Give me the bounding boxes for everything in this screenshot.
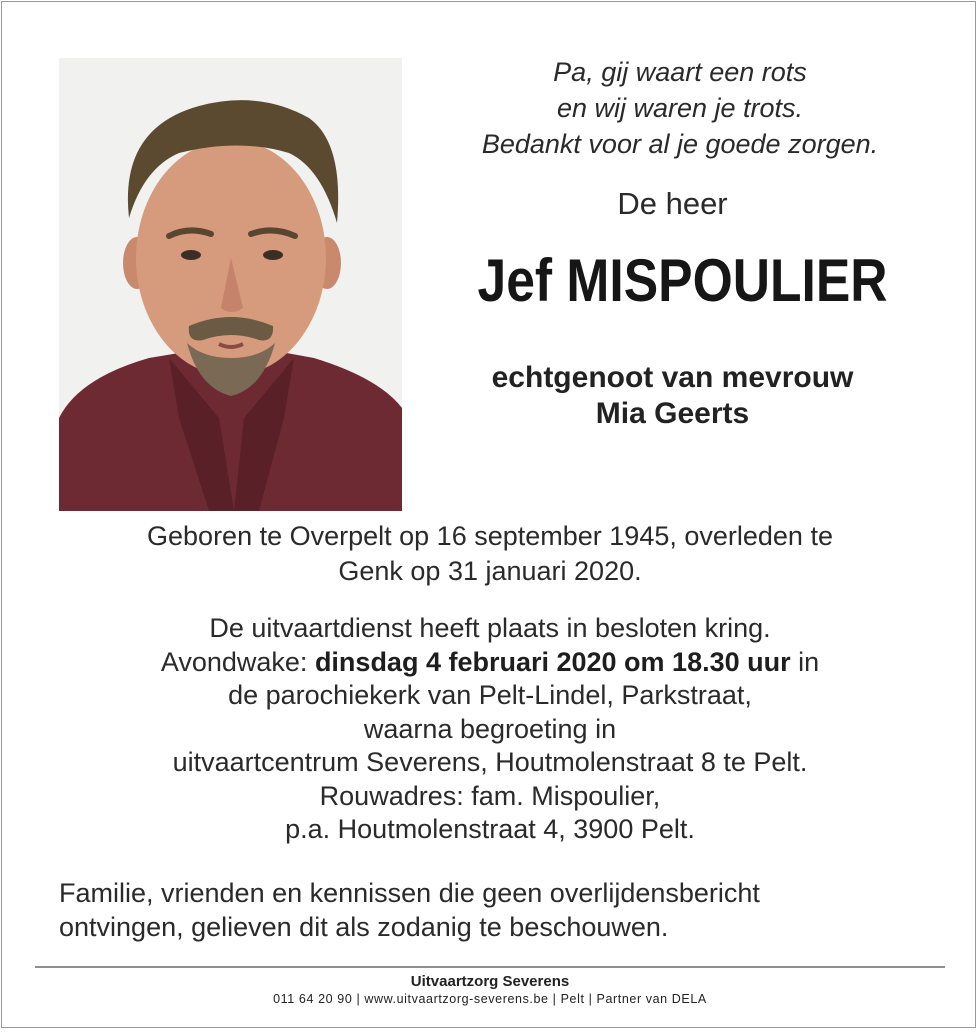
quote-line: Bedankt voor al je goede zorgen. (481, 129, 879, 159)
service-line: Rouwadres: fam. Mispoulier, (319, 780, 661, 811)
portrait-photo (59, 58, 402, 511)
family-notice (59, 876, 939, 944)
footer-divider (35, 966, 945, 968)
wake-datetime: dinsdag 4 februari 2020 om 18.30 uur (314, 646, 791, 677)
service-info (40, 612, 940, 847)
spouse-info (430, 360, 915, 432)
birth-death-line: Genk op 31 januari 2020. (338, 556, 642, 586)
service-line: waarna begroeting in (363, 713, 617, 744)
family-notice-line: Familie, vrienden en kennissen die geen overlijdensbericht (59, 878, 760, 908)
service-line: de parochiekerk van Pelt-Lindel, Parkstraat, (228, 680, 752, 710)
quote-line: en wij waren je trots. (556, 93, 804, 123)
memorial-quote (420, 54, 940, 162)
wake-suffix: in (790, 646, 820, 677)
service-line: uitvaartcentrum Severens, Houtmolenstraat 8 te Pelt. (172, 747, 808, 777)
spouse-name: Mia Geerts (595, 397, 750, 430)
wake-line (40, 646, 940, 680)
deceased-name: Jef MISPOULIER (477, 247, 888, 314)
birth-death-info (40, 519, 940, 589)
spouse-relation: echtgenoot van mevrouw (491, 361, 854, 394)
service-line: p.a. Houtmolenstraat 4, 3900 Pelt. (285, 814, 695, 844)
family-notice-line: ontvingen, gelieven dit als zodanig te beschouwen. (59, 912, 669, 942)
footer-company-name: Uitvaartzorg Severens (410, 973, 570, 990)
birth-death-line: Geboren te Overpelt op 16 september 1945, overleden te (147, 521, 833, 551)
quote-line: Pa, gij waart een rots (553, 57, 807, 87)
footer-contact-info: 011 64 20 90 | www.uitvaartzorg-severens.be | Pelt | Partner van DELA (273, 992, 707, 1006)
portrait-illustration (59, 58, 402, 511)
wake-prefix: Avondwake: (160, 646, 315, 677)
honorific: De heer (617, 186, 728, 221)
service-line: De uitvaartdienst heeft plaats in besloten kring. (209, 613, 771, 643)
